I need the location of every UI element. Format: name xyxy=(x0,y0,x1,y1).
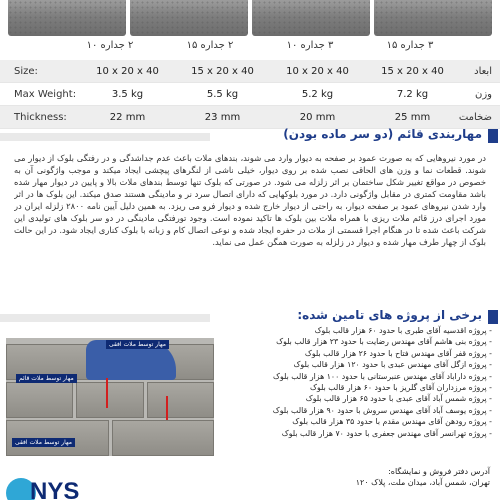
logo-text: NYS xyxy=(30,478,80,500)
brick xyxy=(76,382,143,418)
address-line: تهران، شمس آباد، میدان ملت، پلاک ۱۲۰ xyxy=(355,478,490,487)
product-name: ۲ جداره ۱۰ xyxy=(86,40,134,51)
product-name: ۲ جداره ۱۵ xyxy=(186,40,234,51)
list-item: - پروژه تهرانسر آقای مهندس جعفری با حدود ۷۰ هزار قالب بلوک xyxy=(281,428,492,438)
photo-label: مهار توسط ملات قائم xyxy=(16,374,77,383)
product-name: ۳ جداره ۱۰ xyxy=(286,40,334,51)
spec-row-weight xyxy=(0,83,500,106)
title-accent xyxy=(488,310,498,324)
company-logo xyxy=(0,470,160,500)
title-accent xyxy=(488,129,498,143)
spec-label: Thickness: xyxy=(14,111,67,123)
projects-list xyxy=(222,325,492,439)
address xyxy=(300,466,490,488)
spec-value: 10 x 20 x 40 xyxy=(286,65,349,77)
spec-label: Size: xyxy=(14,65,38,77)
section-body: در مورد نیروهایی که به صورت عمود بر صفحه به دیوار وارد می شوند، بندهای ملات باعث عدم جداشدگی و در رفتگی بلوک از دیوار می شوند. قطعات نما و وزن های الحاقی نصب شده بر روی دیوار، خیلی ناشی از لنگرهای پیچشی ایجاد میکند و موجب واژگونی آن به خصوص در مواقع تغییر شکل ساختمان بر اثر زلزله می شود. در صورتی که بلوک تنها توسط بندهای ملات بالا و پایین در دیوار مهار شده باشد مقاومت کمتری در مقابل واژگونی دارد. در مورد بلوکهایی که دارای اتصال سرد نر و مادینگی هستند صدق میکند. این بلوک ها در اثر وارد شدن نیروهای عمود بر صفحه دیوار، به راحتی از دیوار خارج شده و دیوار فرو می ریزد. به همین دلیل آیین نامه ۲۸۰۰ زلزله ایران در مورد اجرای درز قائم ملات ریزی با همراه ملات بین بلوک ها تاکید نموده است. وجود تورفتگی مادینگی در دو سر بلوک های تولیدی این شرکت باعث شده تا در هنگام اجرا قسمتی از ملات در حفره ایجاد شده و نوعی اتصال کام و زبانه با بلوک کناری ایجاد شود. در این حالت بلوک از چهار طرف مهار شده و دیوار در زلزله به صورت همگن عمل می نماید. xyxy=(14,153,486,247)
spec-value: 5.2 kg xyxy=(301,88,334,100)
projects-title: برخی از پروژه های تامین شده: xyxy=(297,308,482,322)
block-photos xyxy=(0,0,500,40)
photo-label: مهار توسط ملات افقی xyxy=(12,438,75,447)
title-stripe xyxy=(0,133,210,141)
list-item: - پروژه رودهن آقای مهندس مقدم با حدود ۳۵ هزار قالب بلوک xyxy=(292,417,492,427)
block-photo-2 xyxy=(130,0,248,36)
list-item: - پروژه شمس آباد آقای عبدی با حدود ۶۵ هزار قالب بلوک xyxy=(305,394,492,404)
spec-value: 15 x 20 x 40 xyxy=(381,65,444,77)
section-title-bar xyxy=(0,125,500,147)
photo-label: مهار توسط ملات افقی xyxy=(106,340,169,349)
section-title: مهاربندی قائم (دو سر ماده بودن) xyxy=(283,127,482,141)
list-item: - پروژه ازگل آقای مهندس عبدی با حدود ۱۲۰ هزار قالب بلوک xyxy=(293,360,492,370)
title-stripe xyxy=(0,314,210,322)
list-item: - پروژه قفر آقای مهندس فتاح با حدود ۲۶ هزار قالب بلوک xyxy=(304,348,492,358)
spec-label-fa: ابعاد xyxy=(474,65,492,77)
product-names xyxy=(60,40,460,58)
spec-label-fa: ضخامت xyxy=(458,111,492,123)
spec-value: 15 x 20 x 40 xyxy=(191,65,254,77)
spec-value: 23 mm xyxy=(204,111,241,123)
list-item: - پروژه بنی هاشم آقای مهندس رضایت با حدود ۲۳ هزار قالب بلوک xyxy=(276,337,492,347)
spec-value: 25 mm xyxy=(394,111,431,123)
arrow xyxy=(166,396,168,420)
list-item: - پروژه داراباد آقای مهندس عنبرستانی با حدود ۱۰۰ هزار قالب بلوک xyxy=(273,371,492,381)
spec-label: Max Weight: xyxy=(14,88,77,100)
spec-value: 7.2 kg xyxy=(396,88,429,100)
spec-value: 20 mm xyxy=(299,111,336,123)
spec-value: 5.5 kg xyxy=(206,88,239,100)
product-name: ۳ جداره ۱۵ xyxy=(386,40,434,51)
list-item: - پروژه مرزداران آقای گلریز با حدود ۶۰ هزار قالب بلوک xyxy=(309,383,492,393)
brick xyxy=(112,420,215,456)
brick-row xyxy=(6,382,214,418)
spec-row-size xyxy=(0,60,500,83)
specs-table xyxy=(0,60,500,129)
block-photo-3 xyxy=(252,0,370,36)
block-photo-1 xyxy=(8,0,126,36)
spec-value: 22 mm xyxy=(109,111,146,123)
list-item: - پروژه یوسف آباد آقای مهندس سروش با حدود ۹۰ هزار قالب بلوک xyxy=(272,405,492,415)
list-item: - پروژه اقدسیه آقای طبری با حدود ۶۰ هزار قالب بلوک xyxy=(314,326,492,335)
block-photo-4 xyxy=(374,0,492,36)
brick xyxy=(6,382,73,418)
arrow xyxy=(106,378,108,408)
wall-photo xyxy=(6,338,214,456)
address-line: آدرس دفتر فروش و نمایشگاه: xyxy=(388,467,490,476)
spec-label-fa: وزن xyxy=(474,88,492,100)
brick xyxy=(147,382,214,418)
spec-value: 10 x 20 x 40 xyxy=(96,65,159,77)
spec-value: 3.5 kg xyxy=(111,88,144,100)
